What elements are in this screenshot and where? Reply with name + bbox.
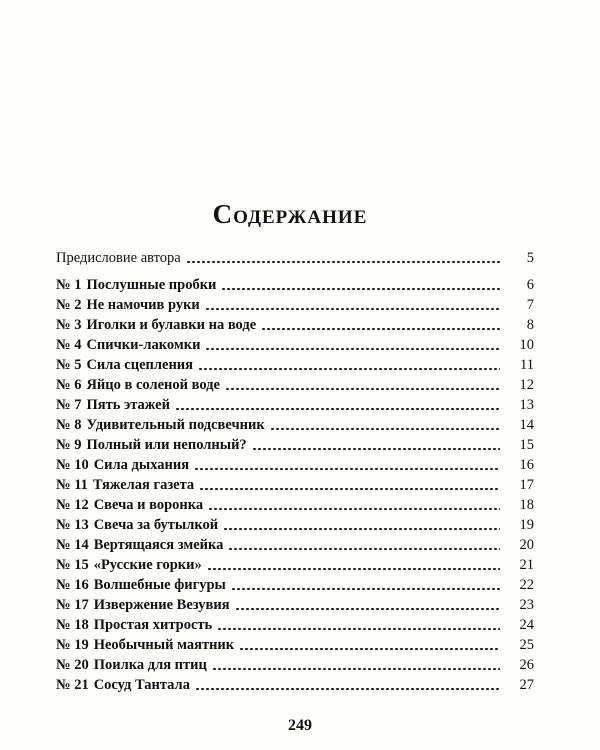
- toc-entry-number: № 4: [56, 337, 82, 353]
- toc-entry-title: Яйцо в соленой воде: [86, 377, 220, 393]
- dot-leader: [208, 508, 500, 510]
- toc-entry: [56, 275, 534, 295]
- dot-leader: [194, 468, 500, 470]
- toc-entry-title: Удивительный подсвечник: [86, 417, 265, 433]
- dot-leader: [212, 668, 500, 670]
- toc-entry-page: 26: [519, 657, 534, 673]
- dot-leader: [217, 628, 500, 630]
- dot-leader: [175, 408, 500, 410]
- toc-entry-number: № 18: [56, 617, 89, 633]
- toc-entry-page: 20: [519, 537, 534, 553]
- toc-entry-number: № 13: [56, 517, 89, 533]
- toc-entry-title: Простая хитрость: [93, 617, 213, 633]
- dot-leader: [252, 448, 500, 450]
- toc-entry: [56, 375, 534, 395]
- toc-entry-title: Послушные пробки: [86, 277, 217, 293]
- toc-entry-page: 6: [526, 277, 534, 293]
- toc-entry-number: № 15: [56, 557, 89, 573]
- page-title: Содержание: [212, 199, 368, 229]
- dot-leader: [228, 548, 500, 550]
- toc-entry: [56, 595, 534, 615]
- toc-entry-number: № 16: [56, 577, 89, 593]
- toc-entry-number: № 8: [56, 417, 82, 433]
- toc-entry-number: № 3: [56, 317, 82, 333]
- toc-entry-number: № 14: [56, 537, 89, 553]
- toc-entry: [56, 675, 534, 695]
- toc-entry-title: Пять этажей: [86, 397, 170, 413]
- toc-entry: [56, 355, 534, 375]
- toc-entry-title: Необычный маятник: [93, 637, 235, 653]
- dot-leader: [207, 568, 500, 570]
- toc-entry-page: 12: [519, 377, 534, 393]
- dot-leader: [270, 428, 500, 430]
- toc-entry-title: Предисловие автора: [56, 250, 181, 266]
- toc-entry-title: Полный или неполный?: [86, 437, 247, 453]
- dot-leader: [239, 648, 500, 650]
- toc-entry-page: 10: [519, 337, 534, 353]
- toc-entry: [56, 435, 534, 455]
- dot-leader: [205, 308, 500, 310]
- toc-entry-preface: [56, 248, 534, 268]
- toc-entry: [56, 295, 534, 315]
- toc-entry-title: Не намочив руки: [86, 297, 200, 313]
- toc-entry-title: Сила дыхания: [93, 457, 190, 473]
- dot-leader: [223, 528, 500, 530]
- dot-leader: [221, 288, 500, 290]
- toc-entry-number: № 19: [56, 637, 89, 653]
- toc-entry-page: 24: [519, 617, 534, 633]
- toc-entry-number: № 2: [56, 297, 82, 313]
- toc-entry-page: 11: [520, 357, 534, 373]
- dot-leader: [261, 328, 500, 330]
- toc-entry-number: № 20: [56, 657, 89, 673]
- toc-entry: [56, 615, 534, 635]
- toc-entry-title: Тяжелая газета: [92, 477, 195, 493]
- toc-entry-page: 21: [519, 557, 534, 573]
- dot-leader: [195, 688, 500, 690]
- toc-entry-number: № 1: [56, 277, 82, 293]
- toc-entry-number: № 9: [56, 437, 82, 453]
- toc-entry-page: 16: [519, 457, 534, 473]
- toc-entry-title: «Русские горки»: [93, 557, 202, 573]
- toc-entry-number: № 7: [56, 397, 82, 413]
- toc-entry: [56, 555, 534, 575]
- toc-entry-number: № 5: [56, 357, 82, 373]
- toc-entry-page: 13: [519, 397, 534, 413]
- toc-entry-title: Волшебные фигуры: [93, 577, 226, 593]
- toc-entry-title: Вертящаяся змейка: [93, 537, 224, 553]
- toc-entry: [56, 575, 534, 595]
- dot-leader: [205, 348, 500, 350]
- toc-entry-title: Свеча за бутылкой: [93, 517, 219, 533]
- toc-entry-title: Извержение Везувия: [93, 597, 230, 613]
- toc-entry-page: 17: [519, 477, 534, 493]
- dot-leader: [235, 608, 500, 610]
- toc-entry-number: № 10: [56, 457, 89, 473]
- toc-entry-number: № 12: [56, 497, 89, 513]
- toc-entry-page: 22: [519, 577, 534, 593]
- toc-entry: [56, 515, 534, 535]
- toc-entry-title: Поилка для птиц: [93, 657, 207, 673]
- dot-leader: [198, 368, 500, 370]
- toc-entry-page: 27: [519, 677, 534, 693]
- toc-entry-page: 23: [519, 597, 534, 613]
- toc-entry-page: 8: [526, 317, 534, 333]
- toc-entry-title: Иголки и булавки на воде: [86, 317, 257, 333]
- dot-leader: [186, 261, 500, 263]
- toc-entry-title: Сосуд Тантала: [93, 677, 190, 693]
- toc-entry: [56, 635, 534, 655]
- toc-entry-number: № 6: [56, 377, 82, 393]
- toc-entry-page: 19: [519, 517, 534, 533]
- toc-entry-title: Спички-лакомки: [86, 337, 201, 353]
- toc-entry-number: № 21: [56, 677, 89, 693]
- toc-entry: [56, 455, 534, 475]
- toc-entry-page: 25: [519, 637, 534, 653]
- toc-entry: [56, 315, 534, 335]
- toc-entry: [56, 495, 534, 515]
- toc-entry-page: 15: [519, 437, 534, 453]
- toc-entry-page: 7: [526, 297, 534, 313]
- toc-entry-title: Сила сцепления: [86, 357, 193, 373]
- toc-entry-page: 18: [519, 497, 534, 513]
- toc-entry: [56, 535, 534, 555]
- dot-leader: [199, 488, 500, 490]
- toc-entry-page: 14: [519, 417, 534, 433]
- toc-entry-page: 5: [526, 250, 534, 266]
- toc-entry-number: № 17: [56, 597, 89, 613]
- dot-leader: [225, 388, 500, 390]
- toc-entry-title: Свеча и воронка: [93, 497, 204, 513]
- toc-entry: [56, 415, 534, 435]
- toc-entry-number: № 11: [56, 477, 88, 493]
- dot-leader: [231, 588, 500, 590]
- toc-entry: [56, 335, 534, 355]
- toc-entry: [56, 475, 534, 495]
- toc-entry: [56, 655, 534, 675]
- toc-entry: [56, 395, 534, 415]
- page-number: 249: [288, 717, 312, 734]
